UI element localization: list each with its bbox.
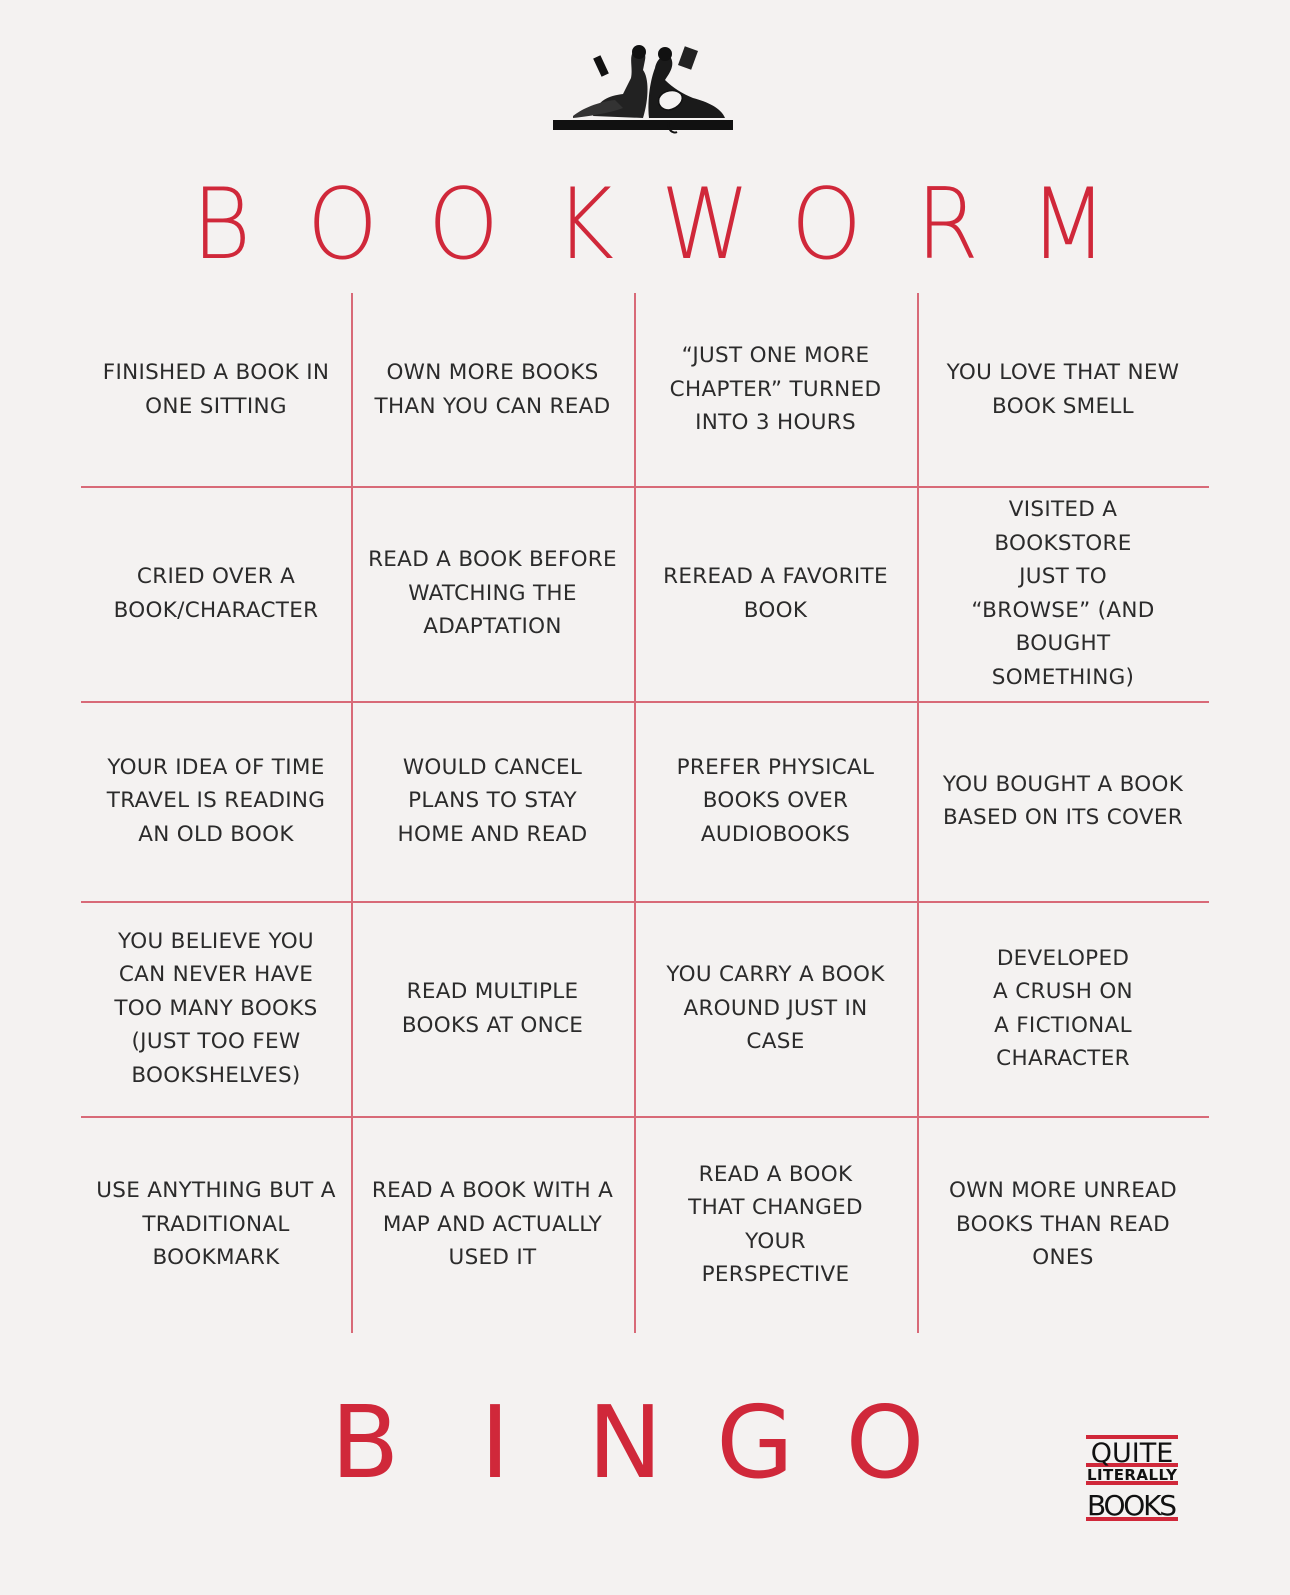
title-letter: M [1029,168,1108,282]
bingo-square[interactable]: PREFER PHYSICAL BOOKS OVER AUDIOBOOKS [676,754,875,847]
readers-illustration-icon [553,38,738,138]
logo-icon [1086,1435,1182,1525]
title-letter: N [587,1384,663,1501]
bingo-square[interactable]: OWN MORE BOOKS THAN YOU CAN READ [374,360,611,419]
logo-line2: LITERALLY [1087,1466,1177,1484]
title-letter: O [428,168,499,282]
title-letter: B [191,168,252,282]
bingo-square[interactable]: YOUR IDEA OF TIME TRAVEL IS READING AN OLD BOOK [106,754,326,847]
bingo-square[interactable]: YOU CARRY A BOOK AROUND JUST IN CASE [666,962,885,1055]
bingo-square[interactable]: YOU BOUGHT A BOOK BASED ON ITS COVER [942,771,1184,830]
logo-line3: BOOKS [1087,1489,1177,1522]
title-letter: R [916,168,979,282]
bingo-square[interactable]: WOULD CANCEL PLANS TO STAY HOME AND READ [397,754,588,847]
bingo-square[interactable]: FINISHED A BOOK IN ONE SITTING [102,360,330,419]
bingo-square[interactable]: READ A BOOK BEFORE WATCHING THE ADAPTATION [368,547,617,640]
title-letter: W [660,168,751,282]
bingo-square[interactable]: “JUST ONE MORE CHAPTER” TURNED INTO 3 HOURS [669,343,882,436]
title-bingo [300,1384,950,1501]
bingo-square[interactable]: READ MULTIPLE BOOKS AT ONCE [401,979,584,1038]
logo-line1: QUITE [1090,1438,1174,1469]
bingo-square[interactable]: YOU BELIEVE YOU CAN NEVER HAVE TOO MANY BOOKS (JUST TOO FEW BOOKSHELVES) [114,928,318,1088]
bingo-square[interactable]: CRIED OVER A BOOK/CHARACTER [113,564,319,623]
title-letter: O [307,168,378,282]
bingo-square[interactable]: YOU LOVE THAT NEW BOOK SMELL [946,360,1180,419]
bingo-grid [81,293,1209,1333]
title-letter: O [791,168,862,282]
title-letter: G [716,1384,794,1501]
bingo-square[interactable]: OWN MORE UNREAD BOOKS THAN READ ONES [948,1178,1178,1271]
title-letter: O [845,1384,925,1501]
quite-literally-books-logo [1086,1435,1182,1525]
bingo-square[interactable]: REREAD A FAVORITE BOOK [663,564,888,623]
title-bookworm [0,168,1290,282]
bingo-square[interactable]: USE ANYTHING BUT A TRADITIONAL BOOKMARK [96,1178,336,1271]
bingo-square[interactable]: READ A BOOK THAT CHANGED YOUR PERSPECTIVE [688,1161,863,1287]
bingo-square[interactable]: DEVELOPED A CRUSH ON A FICTIONAL CHARACTER [993,945,1133,1071]
title-letter: I [480,1384,510,1501]
title-letter: B [330,1384,400,1501]
title-letter: K [554,168,615,282]
bingo-square[interactable]: READ A BOOK WITH A MAP AND ACTUALLY USED IT [371,1178,614,1271]
readers-illustration [553,38,738,138]
bingo-square[interactable]: VISITED A BOOKSTORE JUST TO “BROWSE” (AND BOUGHT SOMETHING) [971,497,1155,690]
